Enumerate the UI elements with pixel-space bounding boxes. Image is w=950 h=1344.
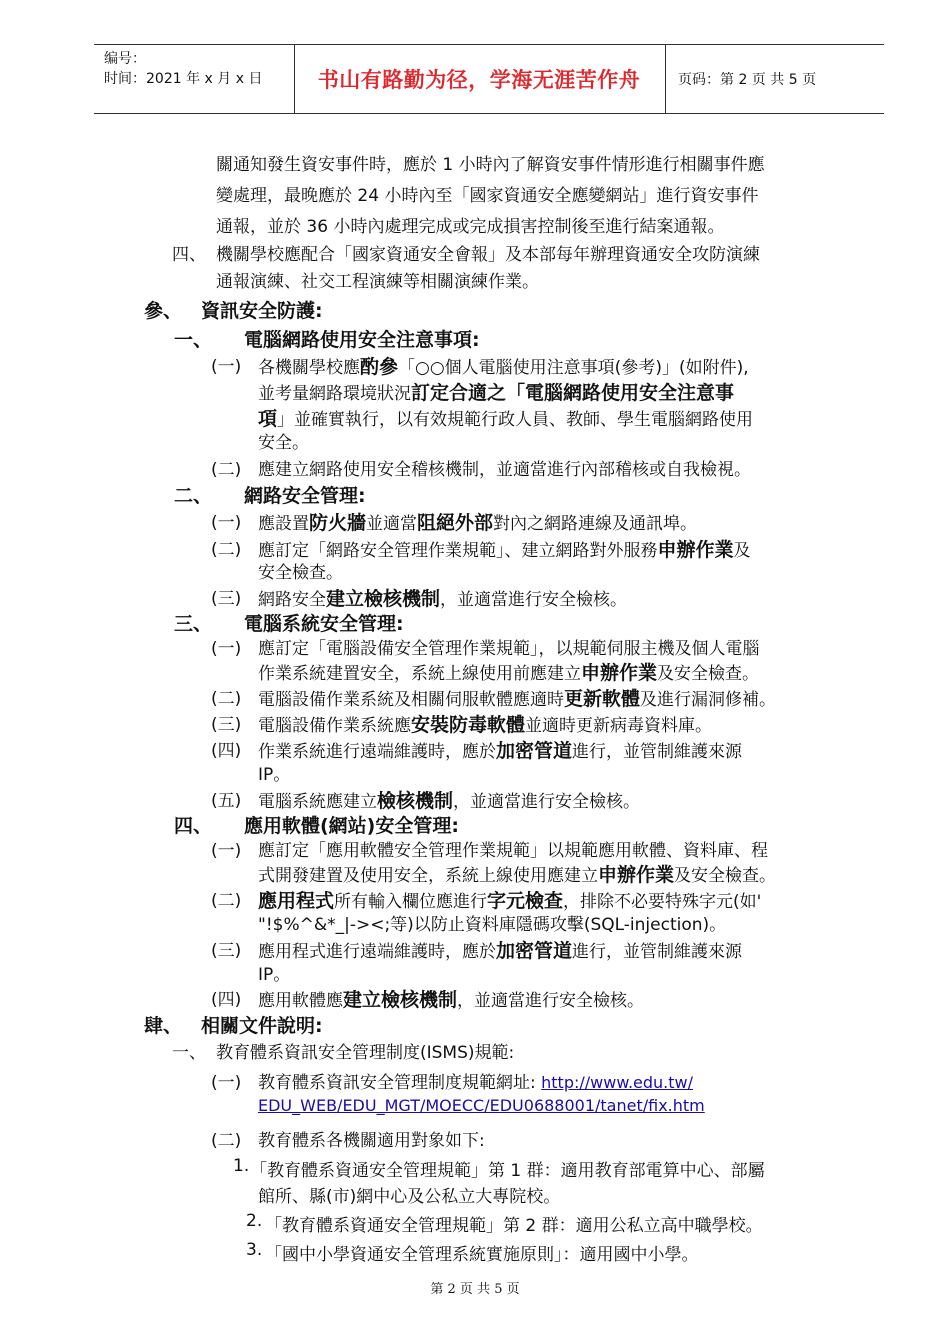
subsection-number: 四、 bbox=[174, 815, 213, 837]
header-time-label: 时间：2021 年 x 月 x 日 bbox=[104, 71, 263, 87]
paragraph-line: 通報演練、社交工程演練等相關演練作業。 bbox=[216, 272, 539, 292]
paragraph-line: 並考量網路環境狀況訂定合適之「電腦網路使用安全注意事 bbox=[258, 382, 735, 404]
paragraph-line: 應用軟體應建立檢核機制，並適當進行安全檢核。 bbox=[258, 989, 645, 1011]
paragraph-line: 應訂定「網路安全管理作業規範」、建立網路對外服務申辦作業及 bbox=[258, 539, 751, 561]
item-number: (二) bbox=[211, 891, 242, 911]
paragraph-line: 電腦設備作業系統應安裝防毒軟體並適時更新病毒資料庫。 bbox=[258, 714, 713, 736]
list-item: 「教育體系資通安全管理規範」第 2 群：適用公私立高中職學校。 bbox=[265, 1216, 763, 1236]
paragraph-line: 網路安全建立檢核機制，並適當進行安全檢核。 bbox=[258, 588, 628, 610]
isms-link-continued[interactable]: EDU_WEB/EDU_MGT/MOECC/EDU0688001/tanet/fix.htm bbox=[258, 1096, 705, 1115]
subsection-title: 電腦網路使用安全注意事項: bbox=[244, 329, 480, 351]
paragraph-line: "!$%^&*_|-><;等)以防止資料庫隱碼攻擊(SQL-injection)。 bbox=[258, 915, 727, 935]
paragraph-line: 作業系統進行遠端維護時，應於加密管道進行，並管制維護來源 bbox=[258, 740, 743, 762]
item-number: (四) bbox=[211, 990, 242, 1010]
paragraph-line: 教育體系各機關適用對象如下: bbox=[258, 1131, 485, 1151]
isms-link[interactable]: http://www.edu.tw/ bbox=[541, 1073, 694, 1092]
paragraph-line: 應用程式所有輸入欄位應進行字元檢查，排除不必要特殊字元(如' bbox=[258, 890, 762, 912]
paragraph-line: IP。 bbox=[258, 965, 291, 985]
item-number: (一) bbox=[211, 1073, 242, 1093]
page-footer: 第 2 页 共 5 页 bbox=[430, 1282, 520, 1297]
list-item: 館所、縣(市)網中心及公私立大專院校。 bbox=[258, 1187, 561, 1207]
paragraph-line: 安全。 bbox=[258, 433, 309, 453]
header-page-info: 页码：第 2 页 共 5 页 bbox=[678, 72, 817, 88]
paragraph-line: 安全檢查。 bbox=[258, 563, 343, 583]
item-number: (二) bbox=[211, 1131, 242, 1151]
paragraph-line bbox=[258, 1096, 705, 1116]
item-number: (二) bbox=[211, 540, 242, 560]
paragraph-line: 應訂定「應用軟體安全管理作業規範」以規範應用軟體、資料庫、程 bbox=[258, 841, 768, 861]
subsection-number: 二、 bbox=[174, 485, 213, 507]
page-header bbox=[94, 44, 884, 114]
item-number: (五) bbox=[211, 791, 242, 811]
paragraph-line: 電腦系統應建立檢核機制，並適當進行安全檢核。 bbox=[258, 790, 641, 812]
subsection-title: 網路安全管理: bbox=[244, 485, 366, 507]
item-number: 四、 bbox=[172, 245, 206, 265]
section-number: 參、 bbox=[144, 300, 183, 322]
paragraph-line: 教育體系資訊安全管理制度(ISMS)規範: bbox=[216, 1043, 515, 1063]
section-title: 資訊安全防護: bbox=[201, 300, 323, 322]
item-number: (一) bbox=[211, 357, 242, 377]
list-number: 2. bbox=[246, 1211, 263, 1231]
paragraph-line: 應設置防火牆並適當阻絕外部對內之網路連線及通訊埠。 bbox=[258, 512, 698, 534]
list-item: 「教育體系資通安全管理規範」第 1 群：適用教育部電算中心、部屬 bbox=[250, 1161, 765, 1181]
item-number: (一) bbox=[211, 513, 242, 533]
item-number: 一、 bbox=[172, 1043, 206, 1063]
item-number: (三) bbox=[211, 589, 242, 609]
header-meta bbox=[104, 49, 262, 89]
paragraph-line: 應建立網路使用安全稽核機制，並適當進行內部稽核或自我檢視。 bbox=[258, 460, 751, 480]
item-number: (二) bbox=[211, 460, 242, 480]
subsection-title: 電腦系統安全管理: bbox=[244, 613, 404, 635]
paragraph-line: 通報，並於 36 小時內處理完成或完成損害控制後至進行結案通報。 bbox=[216, 217, 725, 237]
subsection-number: 三、 bbox=[174, 613, 213, 635]
header-motto: 书山有路勤为径，学海无涯苦作舟 bbox=[317, 68, 641, 92]
paragraph-line: IP。 bbox=[258, 765, 291, 785]
paragraph-line: 關通知發生資安事件時，應於 1 小時內了解資安事件情形進行相關事件應 bbox=[216, 155, 765, 175]
paragraph-line: 應訂定「電腦設備安全管理作業規範」，以規範伺服主機及個人電腦 bbox=[258, 639, 760, 659]
item-number: (一) bbox=[211, 639, 242, 659]
subsection-number: 一、 bbox=[174, 329, 213, 351]
list-number: 1. bbox=[233, 1156, 250, 1176]
paragraph-line: 變處理，最晚應於 24 小時內至「國家資通安全應變網站」進行資安事件 bbox=[216, 186, 759, 206]
subsection-title: 應用軟體(網站)安全管理: bbox=[244, 815, 459, 837]
item-number: (二) bbox=[211, 689, 242, 709]
paragraph-line: 式開發建置及使用安全，系統上線使用應建立申辦作業及安全檢查。 bbox=[258, 864, 777, 886]
section-number: 肆、 bbox=[144, 1015, 183, 1037]
paragraph-line: 各機關學校應酌參「○○個人電腦使用注意事項(參考)」(如附件), bbox=[258, 356, 749, 378]
item-number: (三) bbox=[211, 715, 242, 735]
item-number: (四) bbox=[211, 741, 242, 761]
paragraph-line: 機關學校應配合「國家資通安全會報」及本部每年辦理資通安全攻防演練 bbox=[216, 245, 760, 265]
paragraph-line: 教育體系資訊安全管理制度規範網址: http://www.edu.tw/ bbox=[258, 1073, 694, 1093]
paragraph-line: 電腦設備作業系統及相關伺服軟體應適時更新軟體及進行漏洞修補。 bbox=[258, 688, 777, 710]
header-number-label: 编号： bbox=[104, 51, 146, 67]
item-number: (三) bbox=[211, 941, 242, 961]
paragraph-line: 應用程式進行遠端維護時，應於加密管道進行，並管制維護來源 bbox=[258, 940, 743, 962]
paragraph-line: 項」並確實執行，以有效規範行政人員、教師、學生電腦網路使用 bbox=[258, 408, 754, 430]
list-item: 「國中小學資通安全管理系統實施原則」：適用國中小學。 bbox=[265, 1245, 699, 1265]
section-title: 相關文件說明: bbox=[201, 1015, 323, 1037]
header-divider bbox=[665, 45, 666, 113]
list-number: 3. bbox=[246, 1240, 263, 1260]
paragraph-line: 作業系統建置安全，系統上線使用前應建立申辦作業及安全檢查。 bbox=[258, 662, 760, 684]
item-number: (一) bbox=[211, 841, 242, 861]
